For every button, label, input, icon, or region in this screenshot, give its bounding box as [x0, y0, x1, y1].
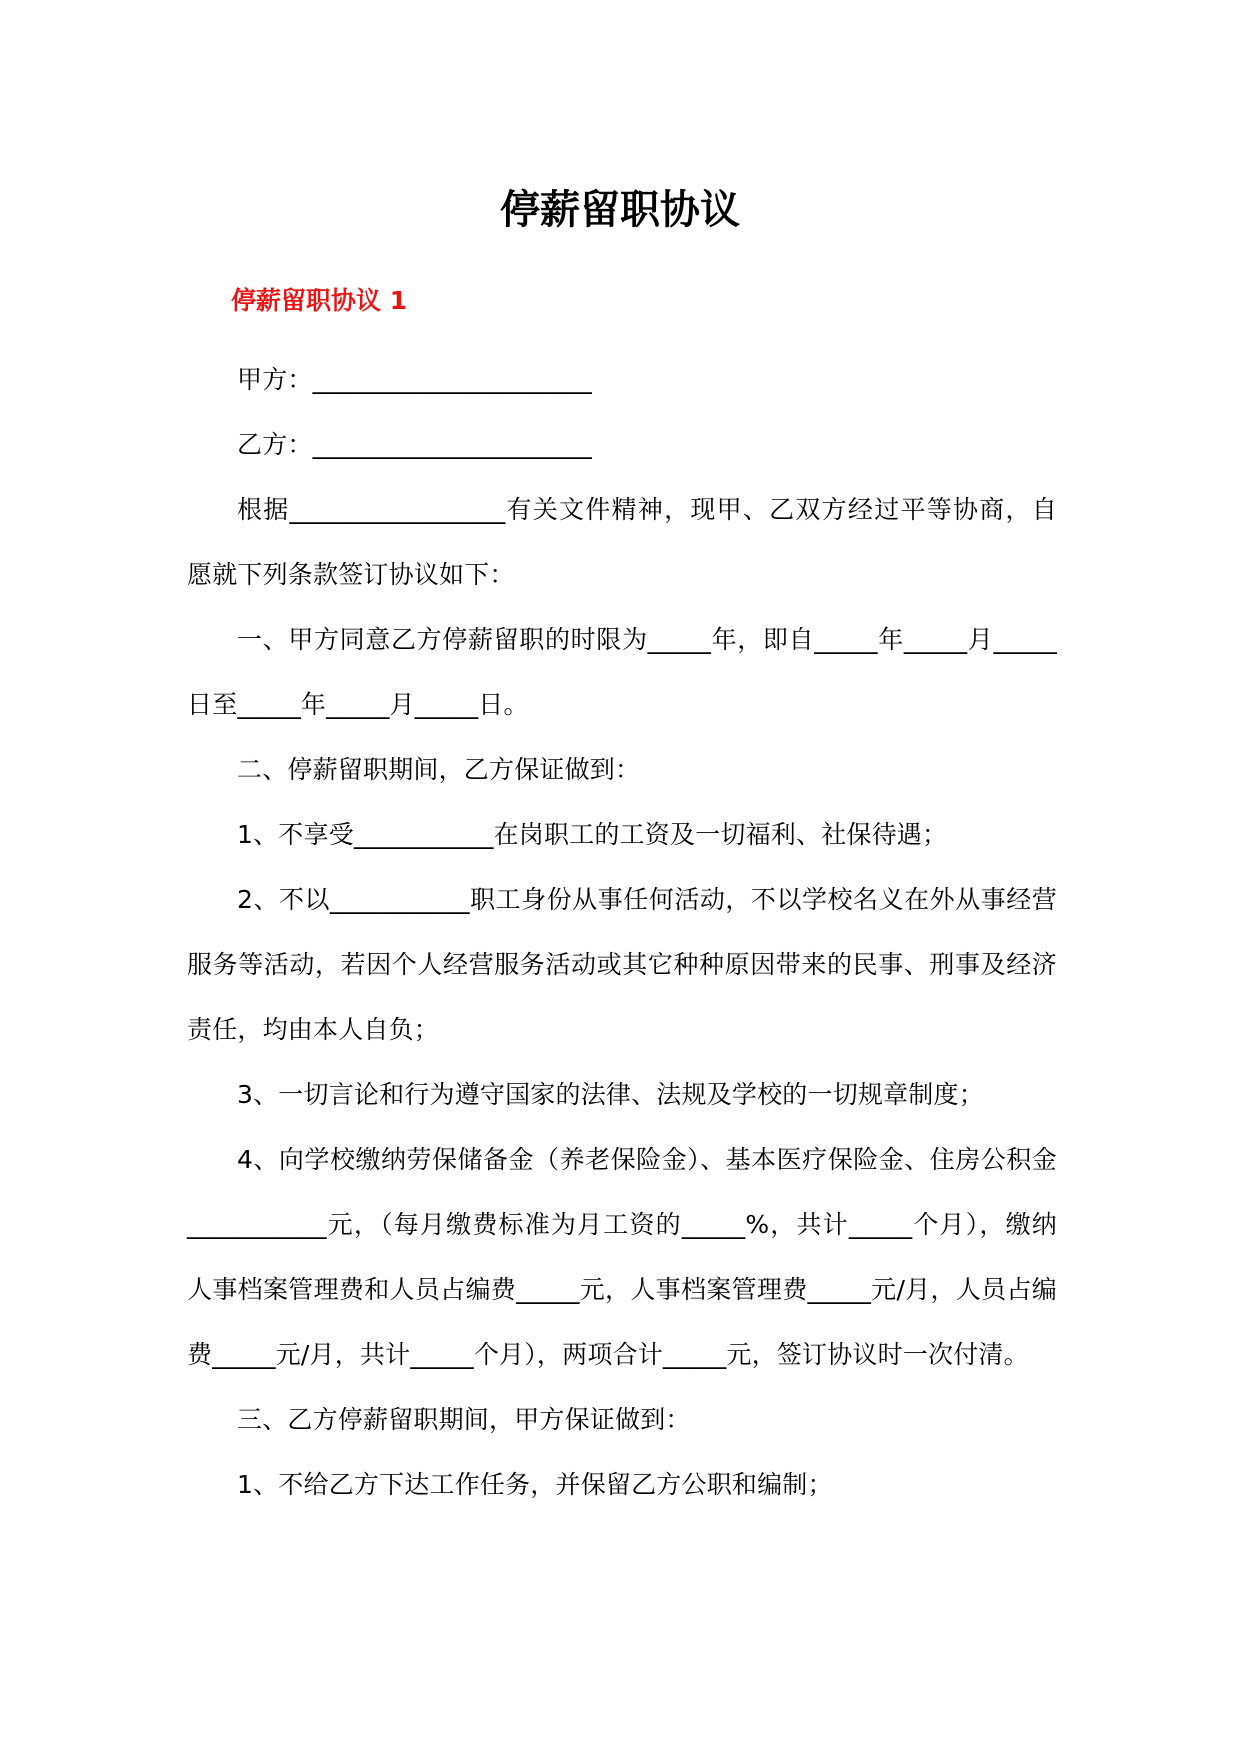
clause-three-heading: 三、乙方停薪留职期间，甲方保证做到：	[237, 1405, 691, 1434]
party-a-line: 甲方：______________________	[237, 365, 593, 394]
preamble-paragraph: 根据_________________有关文件精神，现甲、乙双方经过平等协商，自愿就下列条款签订协议如下：	[187, 495, 1057, 589]
clause-two-heading: 二、停薪留职期间，乙方保证做到：	[237, 755, 641, 784]
party-b-line: 乙方：______________________	[237, 430, 593, 459]
document-title: 停薪留职协议	[500, 187, 740, 233]
clause-two-item-1: 1、不享受___________在岗职工的工资及一切福利、社保待遇；	[237, 820, 948, 849]
clause-two-item-2: 2、不以___________职工身份从事任何活动，不以学校名义在外从事经营服务等活动，若因个人经营服务活动或其它种种原因带来的民事、刑事及经济责任，均由本人自负；	[187, 885, 1057, 1044]
document-body	[187, 347, 1057, 1517]
clause-three-item-1: 1、不给乙方下达工作任务，并保留乙方公职和编制；	[237, 1470, 833, 1499]
section-heading: 停薪留职协议 1	[231, 286, 408, 315]
clause-two-item-3: 3、一切言论和行为遵守国家的法律、法规及学校的一切规章制度；	[237, 1080, 984, 1109]
clause-two-item-4: 4、向学校缴纳劳保储备金（养老保险金）、基本医疗保险金、住房公积金___________元，（每月缴费标准为月工资的_____%，共计_____个月），缴纳人事档案管理费和人员占编费_____元，人事档案管理费_____元/月，人员占编费_____元/月，共计_____个月），两项合计_____元，签订协议时一次付清。	[187, 1145, 1057, 1369]
clause-one-paragraph: 一、甲方同意乙方停薪留职的时限为_____年，即自_____年_____月_____日至_____年_____月_____日。	[187, 625, 1057, 719]
